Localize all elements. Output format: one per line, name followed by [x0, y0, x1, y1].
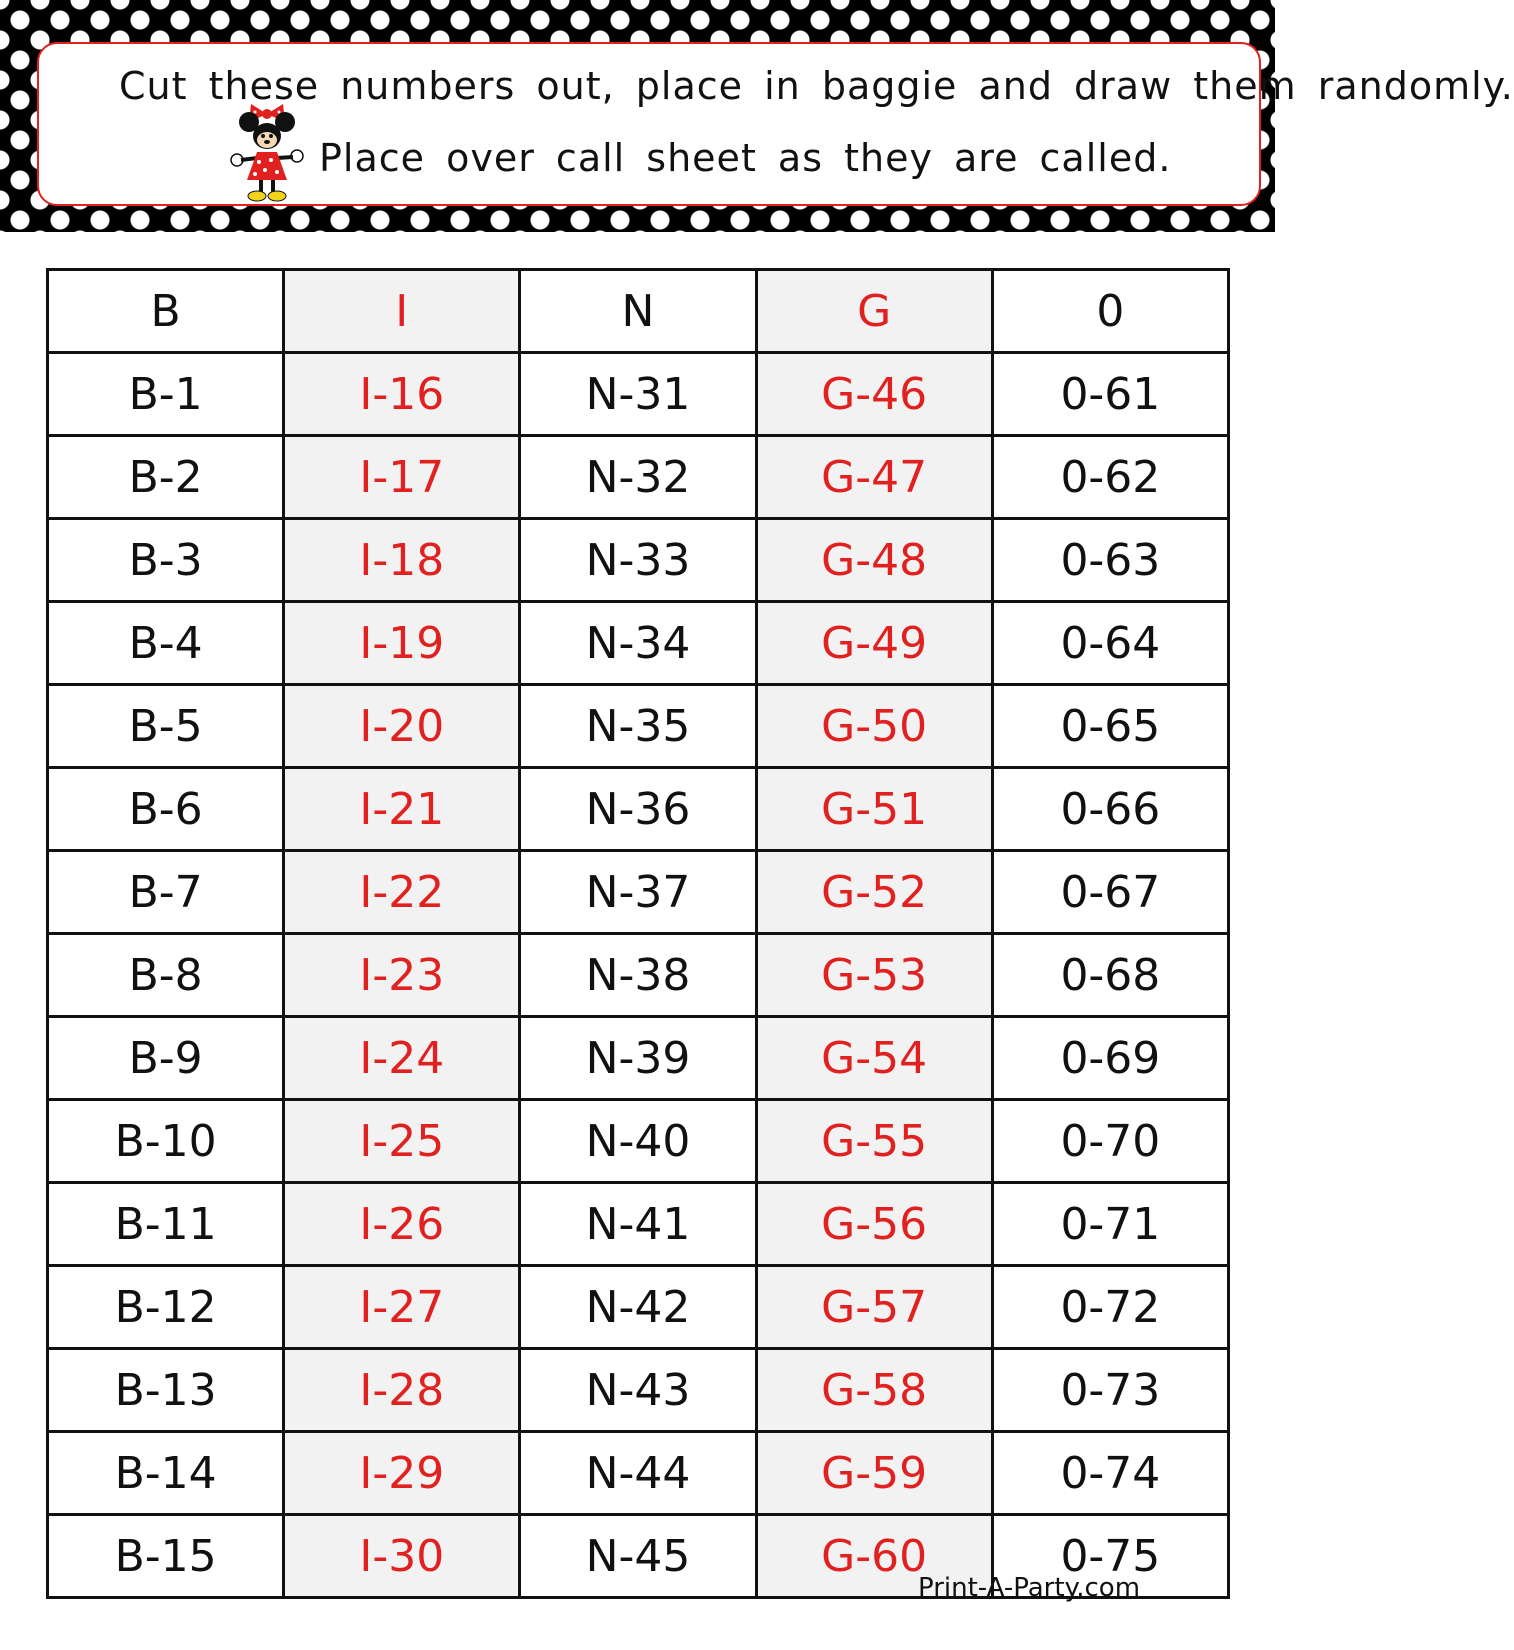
- bingo-call-table: [46, 268, 1230, 1599]
- cell-i: I-26: [284, 1183, 520, 1266]
- cell-o: 0-74: [992, 1432, 1228, 1515]
- cell-b: B-5: [48, 685, 284, 768]
- cell-i: I-28: [284, 1349, 520, 1432]
- cell-o: 0-66: [992, 768, 1228, 851]
- site-credit: Print-A-Party.com: [918, 1573, 1141, 1603]
- cell-n: N-43: [520, 1349, 756, 1432]
- cell-i: I-30: [284, 1515, 520, 1598]
- cell-b: B-14: [48, 1432, 284, 1515]
- cell-b: B-11: [48, 1183, 284, 1266]
- cell-o: 0-65: [992, 685, 1228, 768]
- bingo-table-body: [48, 353, 1229, 1598]
- cell-n: N-39: [520, 1017, 756, 1100]
- cell-n: N-34: [520, 602, 756, 685]
- cell-i: I-21: [284, 768, 520, 851]
- cell-b: B-4: [48, 602, 284, 685]
- cell-b: B-6: [48, 768, 284, 851]
- instructions-line-1: Cut these numbers out, place in baggie and draw them randomly.: [119, 64, 1514, 108]
- cell-i: I-24: [284, 1017, 520, 1100]
- cell-i: I-17: [284, 436, 520, 519]
- header-o: 0: [992, 270, 1228, 353]
- cell-g: G-48: [756, 519, 992, 602]
- cell-g: G-54: [756, 1017, 992, 1100]
- minnie-mouse-icon: [227, 100, 307, 204]
- cell-g: G-57: [756, 1266, 992, 1349]
- cell-o: 0-67: [992, 851, 1228, 934]
- cell-g: G-46: [756, 353, 992, 436]
- cell-b: B-15: [48, 1515, 284, 1598]
- cell-n: N-36: [520, 768, 756, 851]
- header-i: I: [284, 270, 520, 353]
- table-row: [48, 1266, 1229, 1349]
- cell-n: N-40: [520, 1100, 756, 1183]
- cell-o: 0-75: [992, 1515, 1228, 1598]
- table-row: [48, 1017, 1229, 1100]
- cell-o: 0-73: [992, 1349, 1228, 1432]
- cell-b: B-7: [48, 851, 284, 934]
- table-row: [48, 1183, 1229, 1266]
- table-row: [48, 353, 1229, 436]
- table-row: [48, 851, 1229, 934]
- cell-n: N-37: [520, 851, 756, 934]
- cell-i: I-29: [284, 1432, 520, 1515]
- cell-b: B-8: [48, 934, 284, 1017]
- cell-i: I-25: [284, 1100, 520, 1183]
- table-row: [48, 602, 1229, 685]
- cell-b: B-9: [48, 1017, 284, 1100]
- cell-o: 0-64: [992, 602, 1228, 685]
- cell-g: G-55: [756, 1100, 992, 1183]
- table-row: [48, 934, 1229, 1017]
- cell-i: I-23: [284, 934, 520, 1017]
- header-n: N: [520, 270, 756, 353]
- cell-o: 0-62: [992, 436, 1228, 519]
- cell-o: 0-69: [992, 1017, 1228, 1100]
- table-row: [48, 768, 1229, 851]
- cell-n: N-38: [520, 934, 756, 1017]
- cell-n: N-31: [520, 353, 756, 436]
- cell-b: B-12: [48, 1266, 284, 1349]
- cell-i: I-27: [284, 1266, 520, 1349]
- cell-g: G-49: [756, 602, 992, 685]
- header-g: G: [756, 270, 992, 353]
- cell-g: G-51: [756, 768, 992, 851]
- cell-i: I-22: [284, 851, 520, 934]
- cell-g: G-60: [756, 1515, 992, 1598]
- cell-b: B-13: [48, 1349, 284, 1432]
- cell-n: N-35: [520, 685, 756, 768]
- table-row: [48, 436, 1229, 519]
- cell-n: N-45: [520, 1515, 756, 1598]
- table-row: [48, 1100, 1229, 1183]
- instructions-box: [37, 42, 1514, 206]
- cell-b: B-10: [48, 1100, 284, 1183]
- header-b: B: [48, 270, 284, 353]
- instructions-line-2: Place over call sheet as they are called.: [319, 136, 1172, 180]
- cell-i: I-19: [284, 602, 520, 685]
- cell-o: 0-61: [992, 353, 1228, 436]
- cell-o: 0-70: [992, 1100, 1228, 1183]
- cell-o: 0-68: [992, 934, 1228, 1017]
- cell-n: N-44: [520, 1432, 756, 1515]
- table-row: [48, 1349, 1229, 1432]
- cell-n: N-33: [520, 519, 756, 602]
- cell-g: G-53: [756, 934, 992, 1017]
- table-row: [48, 1432, 1229, 1515]
- cell-o: 0-72: [992, 1266, 1228, 1349]
- table-row: [48, 685, 1229, 768]
- cell-i: I-16: [284, 353, 520, 436]
- cell-b: B-3: [48, 519, 284, 602]
- cell-i: I-20: [284, 685, 520, 768]
- table-row: [48, 519, 1229, 602]
- cell-g: G-59: [756, 1432, 992, 1515]
- cell-o: 0-63: [992, 519, 1228, 602]
- cell-n: N-41: [520, 1183, 756, 1266]
- header-row: [48, 270, 1229, 353]
- cell-g: G-58: [756, 1349, 992, 1432]
- cell-n: N-42: [520, 1266, 756, 1349]
- cell-g: G-50: [756, 685, 992, 768]
- cell-g: G-56: [756, 1183, 992, 1266]
- cell-b: B-2: [48, 436, 284, 519]
- cell-g: G-47: [756, 436, 992, 519]
- cell-n: N-32: [520, 436, 756, 519]
- cell-o: 0-71: [992, 1183, 1228, 1266]
- cell-b: B-1: [48, 353, 284, 436]
- cell-i: I-18: [284, 519, 520, 602]
- cell-g: G-52: [756, 851, 992, 934]
